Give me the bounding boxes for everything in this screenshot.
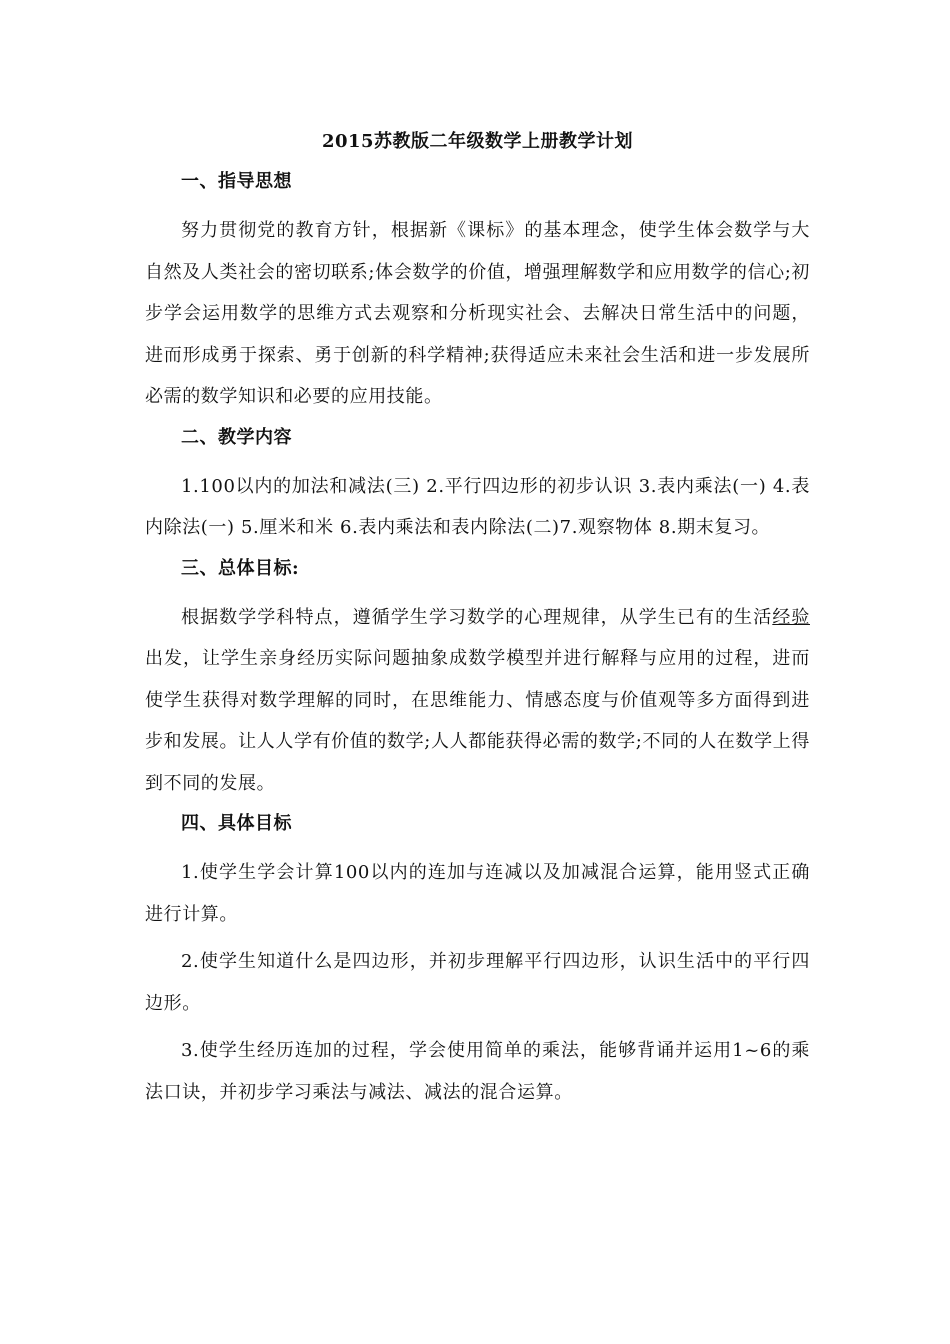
underlined-word: 经验 — [772, 606, 810, 628]
paragraph-overall-goals — [145, 597, 810, 805]
section-heading-specific-goals: 四、具体目标 — [181, 813, 292, 834]
paragraph-specific-goal-2: 2.使学生知道什么是四边形，并初步理解平行四边形，认识生活中的平行四边形。 — [145, 951, 810, 1014]
paragraph-specific-goal-3: 3.使学生经历连加的过程，学会使用简单的乘法，能够背诵并运用1~6的乘法口诀，并初步学习乘法与减法、减法的混合运算。 — [145, 1040, 810, 1103]
paragraph-teaching-content: 1.100以内的加法和减法(三) 2.平行四边形的初步认识 3.表内乘法(一) 4.表内除法(一) 5.厘米和米 6.表内乘法和表内除法(二)7.观察物体 8.期末复习。 — [145, 475, 810, 538]
document-title: 2015苏教版二年级数学上册教学计划 — [321, 131, 634, 152]
paragraph-overall-goals-part-1: 根据数学学科特点，遵循学生学习数学的心理规律，从学生已有的生活 — [181, 606, 773, 628]
paragraph-specific-goal-1: 1.使学生学会计算100以内的连加与连减以及加减混合运算，能用竖式正确进行计算。 — [145, 862, 810, 925]
paragraph-overall-goals-part-2: 出发，让学生亲身经历实际问题抽象成数学模型并进行解释与应用的过程，进而使学生获得对数学理解的同时，在思维能力、情感态度与价值观等多方面得到进步和发展。让人人学有价值的数学;人人都能获得必需的数学;不同的人在数学上得到不同的发展。 — [145, 648, 810, 794]
section-heading-overall-goals: 三、总体目标: — [181, 557, 300, 579]
document-body — [145, 128, 810, 1119]
section-heading-teaching-content: 二、教学内容 — [181, 426, 292, 448]
paragraph-guiding-thought: 努力贯彻党的教育方针，根据新《课标》的基本理念，使学生体会数学与大自然及人类社会的密切联系;体会数学的价值，增强理解数学和应用数学的信心;初步学会运用数学的思维方式去观察和分析现实社会、去解决日常生活中的问题，进而形成勇于探索、勇于创新的科学精神;获得适应未来社会生活和进一步发展所必需的数学知识和必要的应用技能。 — [145, 220, 810, 407]
section-heading-guiding-thought: 一、指导思想 — [181, 171, 292, 192]
